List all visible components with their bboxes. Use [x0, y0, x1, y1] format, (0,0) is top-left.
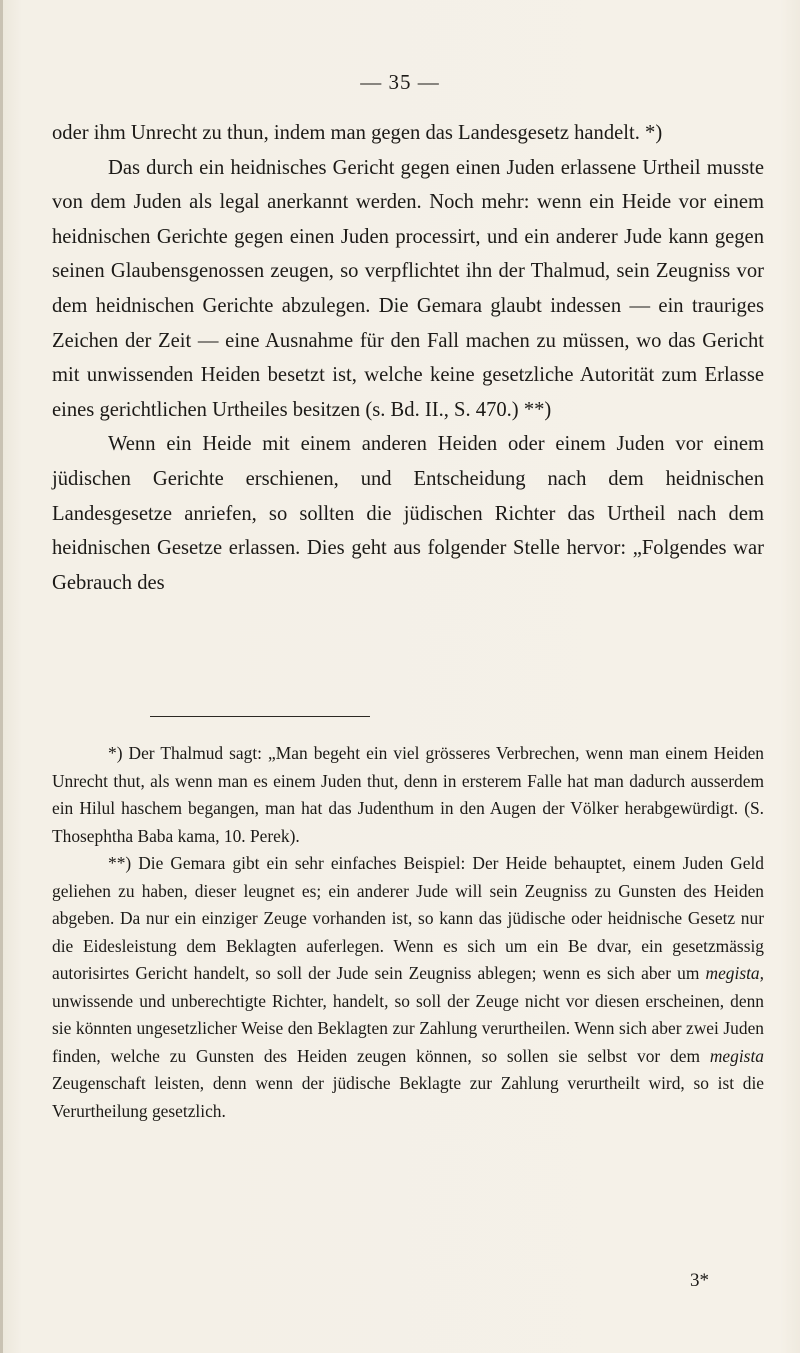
footnote-2-text-b: unwissende und unberechtigte Richter, handelt, so soll der Zeuge nicht vor diesen erscheinen, denn sie könnten ungesetzlicher Weise den Beklagten zur Zahlung verurtheilen. Wenn sich aber zwei Juden finden, welche zu Gunsten des Heiden zeugen können, so sollen sie selbst vor dem: [52, 990, 764, 1066]
page-number: — 35 —: [360, 70, 440, 94]
footnote-2-text-a: **) Die Gemara gibt ein sehr einfaches Beispiel: Der Heide behauptet, einem Juden Geld geliehen zu haben, dieser leugnet es; ein anderer Jude will sein Zeugniss zu Gunsten des Heiden abgeben. Da nur ein einziger Zeuge vorhanden ist, so kann das jüdische oder heidnische Gesetz nur die Eidesleistung dem Beklagten auferlegen. Wenn es sich um ein Be dvar, ein gesetzmässig autorisirtes Gericht handelt, so soll der Jude sein Zeugniss ablegen; wenn es sich aber um: [52, 853, 764, 983]
footnote-1: *) Der Thalmud sagt: „Man begeht ein viel grösseres Verbrechen, wenn man einem Heiden Unrecht thut, als wenn man es einem Juden thut, denn in ersterem Falle hat man dadurch ausserdem ein Hilul haschem begangen, man hat das Judenthum in den Augen der Völker herabgewürdigt. (S. Thosephtha Baba kama, 10. Perek).: [52, 743, 764, 846]
paragraph-3: Wenn ein Heide mit einem anderen Heiden oder einem Juden vor einem jüdischen Gerichte erschienen, und Entscheidung nach dem heidnischen Landesgesetze anriefen, so sollten die jüdischen Richter das Urtheil nach dem heidnischen Gesetze erlassen. Dies geht aus folgender Stelle hervor: „Folgendes war Gebrauch des: [52, 433, 764, 594]
footnote-separator: [150, 716, 370, 717]
main-text: [52, 116, 764, 600]
paragraph-2: Das durch ein heidnisches Gericht gegen einen Juden erlassene Urtheil musste von dem Juden als legal anerkannt werden. Noch mehr: wenn ein Heide vor einem heidnischen Gerichte gegen einen Juden processirt, und ein anderer Jude kann gegen seinen Glaubensgenossen zeugen, so verpflichtet ihn der Thalmud, sein Zeugniss vor dem heidnischen Gerichte abzulegen. Die Gemara glaubt indessen — ein trauriges Zeichen der Zeit — eine Ausnahme für den Fall machen zu müssen, wo das Gericht mit unwissenden Heiden besetzt ist, welche keine gesetzliche Autorität zum Erlasse eines gerichtlichen Urtheiles besitzen (s. Bd. II., S. 470.) **): [52, 156, 764, 421]
page-edge: [0, 0, 3, 1353]
printer-signature-mark: 3*: [690, 1270, 709, 1291]
footnote-2-italic-1: megista,: [705, 963, 764, 983]
footnote-2-italic-2: megista: [709, 1045, 764, 1066]
footnote-2-text-c: Zeugenschaft leisten, denn wenn der jüdische Beklagte zur Zahlung verurtheilt wird, so ist die Verurtheilung gesetzlich.: [52, 1073, 764, 1121]
footnotes: [52, 740, 764, 1125]
paragraph-1: oder ihm Unrecht zu thun, indem man gegen das Landesgesetz handelt. *): [52, 122, 663, 144]
footnote-2: [52, 850, 764, 1125]
